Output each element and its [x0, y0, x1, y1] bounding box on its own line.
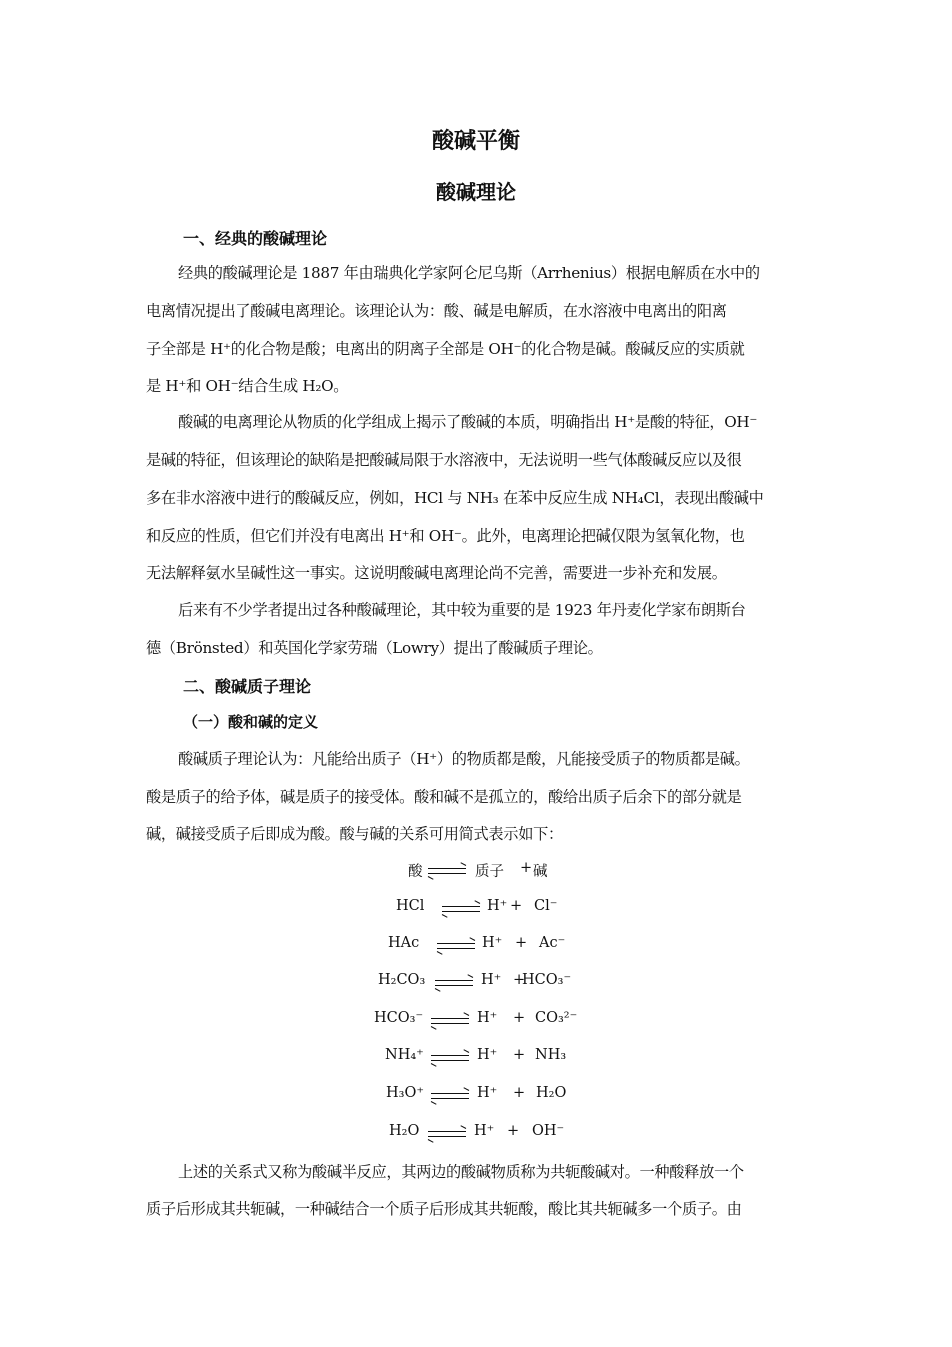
page-subtitle: 酸碱理论 — [436, 180, 516, 204]
equation-plus: + — [513, 972, 526, 988]
equation-acid: H₂CO₃ — [378, 972, 426, 988]
equation-acid: H₃O⁺ — [386, 1085, 424, 1101]
equation-base: NH₃ — [535, 1047, 567, 1063]
equation-plus: + — [510, 898, 523, 914]
equation-proton: H⁺ — [477, 1010, 498, 1026]
equilibrium-arrow-icon — [442, 903, 480, 915]
equation-row — [0, 935, 952, 957]
paragraph-line: 质子后形成其共轭碱，一种碱结合一个质子后形成其共轭酸，酸比其共轭碱多一个质子。由 — [146, 1200, 742, 1218]
equation-proton: H⁺ — [487, 898, 508, 914]
paragraph-line: 多在非水溶液中进行的酸碱反应，例如，HCl 与 NH₃ 在苯中反应生成 NH₄Cl，表现出酸碱中 — [146, 489, 764, 507]
paragraph-line: 德（Brönsted）和英国化学家劳瑞（Lowry）提出了酸碱质子理论。 — [146, 639, 603, 657]
equation-proton: H⁺ — [481, 972, 502, 988]
equation-plus: + — [513, 1085, 526, 1101]
paragraph-line: 和反应的性质，但它们并没有电离出 H⁺和 OH⁻。此外，电离理论把碱仅限为氢氧化物，也 — [146, 527, 745, 545]
section-heading-proton: 二、酸碱质子理论 — [183, 677, 312, 696]
equation-acid: HAc — [388, 935, 420, 951]
equilibrium-arrow-icon — [428, 865, 466, 877]
paragraph-line: 是碱的特征，但该理论的缺陷是把酸碱局限于水溶液中，无法说明一些气体酸碱反应以及很 — [146, 451, 742, 469]
equation-row — [0, 860, 952, 882]
paragraph-line: 子全部是 H⁺的化合物是酸；电离出的阴离子全部是 OH⁻的化合物是碱。酸碱反应的实质就 — [146, 340, 745, 358]
equation-row — [0, 1123, 952, 1145]
paragraph-line: 酸是质子的给予体，碱是质子的接受体。酸和碱不是孤立的，酸给出质子后余下的部分就是 — [146, 788, 742, 806]
equation-proton: 质子 — [475, 864, 504, 880]
equation-acid: HCO₃⁻ — [374, 1010, 424, 1026]
equation-proton: H⁺ — [477, 1047, 498, 1063]
paragraph-line: 电离情况提出了酸碱电离理论。该理论认为：酸、碱是电解质，在水溶液中电离出的阳离 — [146, 302, 727, 320]
equilibrium-arrow-icon — [437, 940, 475, 952]
equation-acid: H₂O — [389, 1123, 420, 1139]
paragraph-line: 酸碱质子理论认为：凡能给出质子（H⁺）的物质都是酸，凡能接受质子的物质都是碱。 — [178, 750, 750, 768]
section-heading-classic: 一、经典的酸碱理论 — [183, 229, 328, 248]
paragraph-line: 无法解释氨水呈碱性这一事实。这说明酸碱电离理论尚不完善，需要进一步补充和发展。 — [146, 564, 727, 582]
paragraph-line: 是 H⁺和 OH⁻结合生成 H₂O。 — [146, 377, 349, 395]
equation-proton: H⁺ — [474, 1123, 495, 1139]
equation-acid: NH₄⁺ — [385, 1047, 424, 1063]
equation-base: Cl⁻ — [534, 898, 558, 914]
equation-base: 碱 — [533, 864, 548, 880]
equation-row — [0, 972, 952, 994]
equation-base: OH⁻ — [532, 1123, 565, 1139]
equation-row — [0, 898, 952, 920]
paragraph-line: 经典的酸碱理论是 1887 年由瑞典化学家阿仑尼乌斯（Arrhenius）根据电解质在水中的 — [178, 264, 760, 282]
equation-base: H₂O — [536, 1085, 567, 1101]
equation-row — [0, 1047, 952, 1069]
equation-base: HCO₃⁻ — [522, 972, 572, 988]
equilibrium-arrow-icon — [431, 1015, 469, 1027]
equilibrium-arrow-icon — [435, 977, 473, 989]
equation-base: CO₃²⁻ — [535, 1010, 578, 1026]
equation-plus: + — [513, 1047, 526, 1063]
equation-plus: + — [515, 935, 528, 951]
equation-proton: H⁺ — [477, 1085, 498, 1101]
equation-base: Ac⁻ — [539, 935, 566, 951]
equilibrium-arrow-icon — [431, 1052, 469, 1064]
equation-acid: 酸 — [408, 864, 423, 880]
equation-row — [0, 1085, 952, 1107]
equation-proton: H⁺ — [482, 935, 503, 951]
subsection-heading: （一）酸和碱的定义 — [183, 713, 319, 731]
equation-plus: + — [520, 860, 533, 876]
paragraph-line: 后来有不少学者提出过各种酸碱理论，其中较为重要的是 1923 年丹麦化学家布朗斯台 — [178, 601, 746, 619]
page-title: 酸碱平衡 — [431, 129, 520, 154]
paragraph-line: 酸碱的电离理论从物质的化学组成上揭示了酸碱的本质，明确指出 H⁺是酸的特征，OH⁻ — [178, 413, 758, 431]
equilibrium-arrow-icon — [428, 1128, 466, 1140]
equation-plus: + — [507, 1123, 520, 1139]
paragraph-line: 上述的关系式又称为酸碱半反应，其两边的酸碱物质称为共轭酸碱对。一种酸释放一个 — [178, 1163, 744, 1181]
equation-row — [0, 1010, 952, 1032]
equilibrium-arrow-icon — [431, 1090, 469, 1102]
equation-plus: + — [513, 1010, 526, 1026]
paragraph-line: 碱，碱接受质子后即成为酸。酸与碱的关系可用简式表示如下： — [146, 825, 563, 843]
equation-acid: HCl — [396, 898, 425, 914]
